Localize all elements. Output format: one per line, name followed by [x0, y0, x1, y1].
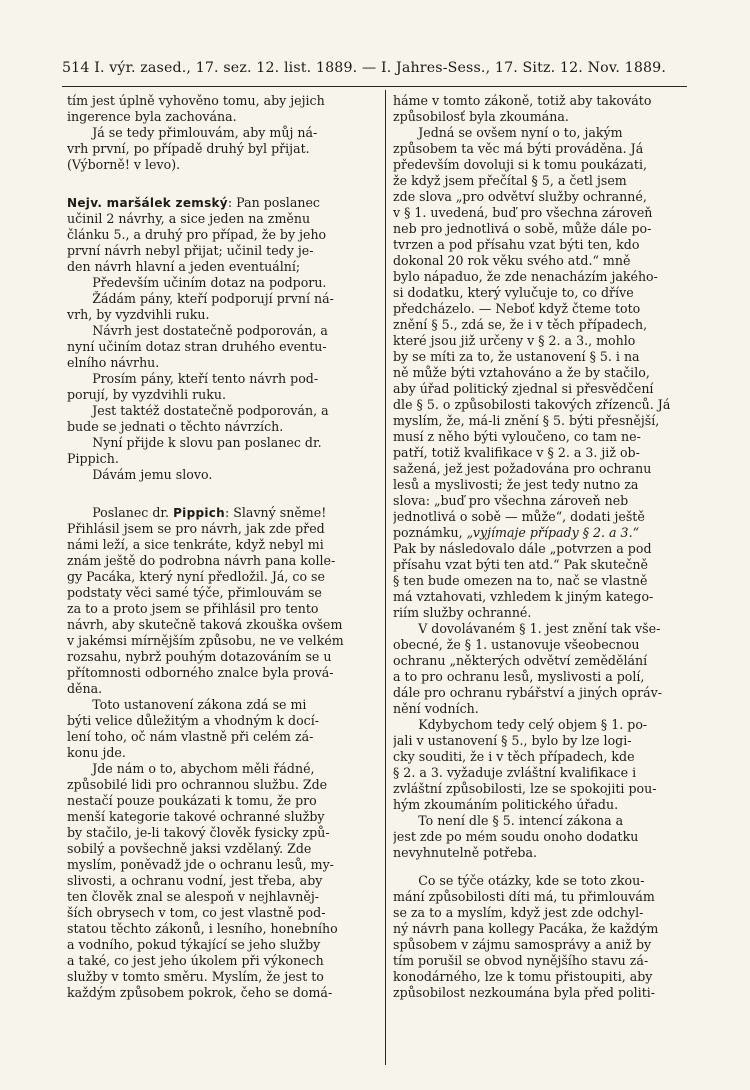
- line-text: Přihlásil jsem se pro návrh, jak zde před: [67, 521, 325, 536]
- line-text: slova: „buď pro všechna zároveň neb: [393, 493, 629, 508]
- text-line: [393, 477, 696, 493]
- line-text: především dovoluji si k tomu poukázati,: [393, 157, 647, 172]
- line-text: způsobilé lidi pro ochrannou službu. Zde: [67, 777, 328, 792]
- line-text: Poslanec dr.: [67, 505, 174, 520]
- text-line: [393, 445, 696, 461]
- text-line: [393, 381, 696, 397]
- text-line: [67, 505, 367, 521]
- line-text: ně může býti vztahováno a že by stačilo,: [393, 365, 650, 380]
- text-line: [393, 685, 696, 701]
- line-text: V dovolávaném § 1. jest znění tak vše-: [393, 621, 661, 636]
- text-line: [393, 509, 696, 525]
- text-line: [393, 365, 696, 381]
- line-text: Jest taktéž dostatečně podporován, a: [67, 403, 329, 418]
- line-text: přísahu vzat býti ten atd.“ Pak skutečně: [393, 557, 648, 572]
- text-line: [67, 403, 367, 419]
- line-text: způsobilost nezkoumána byla před politi-: [393, 985, 656, 1000]
- line-text: elního návrhu.: [67, 355, 160, 370]
- text-line: [67, 355, 367, 371]
- text-line: [393, 589, 696, 605]
- line-text: znám ještě do podrobna návrh pana kolle-: [67, 553, 336, 568]
- text-line: [393, 333, 696, 349]
- text-line: [67, 435, 367, 451]
- text-line: [67, 729, 367, 745]
- line-text: bylo nápaduo, že zde nenacházím jakého-: [393, 269, 658, 284]
- text-line: [67, 307, 367, 323]
- line-text: si dodatku, který vylučuje to, co dříve: [393, 285, 634, 300]
- line-text: (Výborně! v levo).: [67, 157, 181, 172]
- line-text: býti velice důležitým a vhodným k docí-: [67, 713, 320, 728]
- text-line: [67, 697, 367, 713]
- line-text: zde slova „pro odvětví služby ochranné,: [393, 189, 647, 204]
- text-line: [393, 349, 696, 365]
- line-text: Já se tedy přimlouvám, aby můj ná-: [67, 125, 318, 140]
- text-line: [393, 637, 696, 653]
- line-text: ingerence byla zachována.: [67, 109, 237, 124]
- line-text: ten člověk znal se alespoň v nejhlavněj-: [67, 889, 319, 904]
- text-line: [67, 157, 367, 173]
- paragraph-gap: [67, 173, 367, 195]
- line-text: riím služby ochranné.: [393, 605, 532, 620]
- line-text: v § 1. uvedená, buď pro všechna zároveň: [393, 205, 653, 220]
- speaker-name: Pippich: [173, 506, 226, 520]
- italic-text: „vyjímaje případy § 2. a 3.“: [466, 525, 640, 540]
- paragraph-gap: [393, 861, 696, 873]
- line-text: Pippich.: [67, 451, 119, 466]
- line-text: se za to a myslím, když jest zde odchyl-: [393, 905, 644, 920]
- line-text: Návrh jest dostatečně podporován, a: [67, 323, 328, 338]
- text-line: [393, 557, 696, 573]
- line-text: Dávám jemu slovo.: [67, 467, 213, 482]
- text-line: [393, 937, 696, 953]
- line-text: porují, by vyzdvihli ruku.: [67, 387, 227, 402]
- text-line: [393, 765, 696, 781]
- column-divider: [385, 90, 386, 1065]
- header-rule: [62, 86, 687, 87]
- text-line: [393, 953, 696, 969]
- text-line: [393, 781, 696, 797]
- line-text: způsobem ta věc má býti prováděna. Já: [393, 141, 644, 156]
- line-text: služby v tomto směru. Myslím, že jest to: [67, 969, 324, 984]
- line-text: učinil 2 návrhy, a sice jeden na změnu: [67, 211, 311, 226]
- text-line: [393, 205, 696, 221]
- text-line: [393, 493, 696, 509]
- line-text: způsobilosť byla zkoumána.: [393, 109, 569, 124]
- text-line: [393, 221, 696, 237]
- line-text: nění vodních.: [393, 701, 479, 716]
- text-line: [67, 419, 367, 435]
- text-line: [67, 777, 367, 793]
- right-column: [393, 93, 696, 1001]
- line-text: ochranu „některých odvětví zemědělání: [393, 653, 648, 668]
- text-line: [67, 291, 367, 307]
- text-line: [67, 713, 367, 729]
- line-text: § 2. a 3. vyžaduje zvláštní kvalifikace i: [393, 765, 637, 780]
- line-text: bude se jednati o těchto návrzích.: [67, 419, 284, 434]
- line-text: aby úřad politický zjednal si přesvědčení: [393, 381, 654, 396]
- line-text: vrh první, po případě druhý byl přijat.: [67, 141, 310, 156]
- paragraph-gap: [67, 483, 367, 505]
- text-line: [393, 653, 696, 669]
- text-line: [67, 227, 367, 243]
- text-line: [393, 889, 696, 905]
- text-line: [393, 749, 696, 765]
- text-line: [67, 125, 367, 141]
- line-text: lesů a myslivosti; že jest tedy nutno za: [393, 477, 639, 492]
- line-text: má vztahovati, vzhledem k jiným katego-: [393, 589, 654, 604]
- line-text: jest zde po mém soudu onoho dodatku: [393, 829, 639, 844]
- text-line: [393, 269, 696, 285]
- line-text: hým zkoumáním politického úřadu.: [393, 797, 619, 812]
- text-line: [67, 681, 367, 697]
- text-line: [67, 985, 367, 1001]
- line-text: ších obrysech v tom, co jest vlastně pod-: [67, 905, 326, 920]
- line-text: Především učiním dotaz na podporu.: [67, 275, 327, 290]
- text-line: [393, 173, 696, 189]
- text-line: [393, 829, 696, 845]
- line-text: háme v tomto zákoně, totiž aby takováto: [393, 93, 652, 108]
- text-line: [393, 461, 696, 477]
- line-text: dále pro ochranu rybářství a jiných opráv-: [393, 685, 662, 700]
- text-line: [393, 109, 696, 125]
- line-text: myslím, poněvadž jde o ochranu lesů, my-: [67, 857, 334, 872]
- text-line: [393, 237, 696, 253]
- text-line: [393, 873, 696, 889]
- line-text: menší kategorie takové ochranné služby: [67, 809, 325, 824]
- text-line: [393, 397, 696, 413]
- line-text: Pak by následovalo dále „potvrzen a pod: [393, 541, 652, 556]
- text-line: [67, 617, 367, 633]
- text-line: [67, 665, 367, 681]
- line-text: každým způsobem pokrok, čeho se domá-: [67, 985, 333, 1000]
- text-line: [67, 451, 367, 467]
- line-text: statou těchto zákonů, i lesního, honebního: [67, 921, 338, 936]
- text-line: [393, 301, 696, 317]
- text-line: [67, 793, 367, 809]
- text-line: [67, 521, 367, 537]
- text-line: [67, 537, 367, 553]
- line-text: vrh, by vyzdvihli ruku.: [67, 307, 210, 322]
- text-line: [67, 243, 367, 259]
- line-text: a to pro ochranu lesů, myslivosti a polí,: [393, 669, 645, 684]
- line-text: : Slavný sněme!: [225, 505, 327, 520]
- text-line: [67, 109, 367, 125]
- text-line: [67, 259, 367, 275]
- text-line: [393, 733, 696, 749]
- line-text: slivosti, a ochranu vodní, jest třeba, aby: [67, 873, 323, 888]
- text-line: [67, 937, 367, 953]
- line-text: poznámku,: [393, 525, 467, 540]
- text-line: [393, 317, 696, 333]
- line-text: tvrzen a pod přísahu vzat býti ten, kdo: [393, 237, 640, 252]
- text-line: [67, 969, 367, 985]
- text-line: [67, 339, 367, 355]
- line-text: To není dle § 5. intencí zákona a: [393, 813, 624, 828]
- line-text: tím jest úplně vyhověno tomu, aby jejich: [67, 93, 325, 108]
- text-line: [67, 761, 367, 777]
- text-line: [67, 921, 367, 937]
- text-line: [393, 413, 696, 429]
- line-text: Toto ustanovení zákona zdá se mi: [67, 697, 307, 712]
- line-text: lení toho, oč nám vlastně při celém zá-: [67, 729, 314, 744]
- page-header: 514 I. výr. zased., 17. sez. 12. list. 1889. — I. Jahres-Sess., 17. Sitz. 12. Nov. 1889.: [62, 60, 667, 76]
- line-text: by stačilo, je-li takový člověk fysicky způ-: [67, 825, 330, 840]
- text-line: [67, 93, 367, 109]
- line-text: Kdybychom tedy celý objem § 1. po-: [393, 717, 648, 732]
- line-text: Jedná se ovšem nyní o to, jakým: [393, 125, 623, 140]
- text-line: [393, 125, 696, 141]
- line-text: Co se týče otázky, kde se toto zkou-: [393, 873, 645, 888]
- line-text: zvláštní způsobilosti, lze se spokojiti pou-: [393, 781, 657, 796]
- line-text: děna.: [67, 681, 103, 696]
- line-text: den návrh hlavní a jeden eventuální;: [67, 259, 301, 274]
- text-line: [393, 621, 696, 637]
- text-line: [393, 525, 696, 541]
- line-text: že když jsem přečítal § 5, a četl jsem: [393, 173, 627, 188]
- text-line: [67, 841, 367, 857]
- line-text: § ten bude omezen na to, nač se vlastně: [393, 573, 648, 588]
- text-line: [393, 429, 696, 445]
- left-column: [67, 93, 367, 1001]
- line-text: sažená, jež jest požadována pro ochranu: [393, 461, 652, 476]
- text-line: [67, 953, 367, 969]
- line-text: by se míti za to, že ustanovení § 5. i na: [393, 349, 640, 364]
- line-text: : Pan poslanec: [227, 195, 320, 210]
- line-text: znění § 5., zdá se, že i v těch případech,: [393, 317, 648, 332]
- text-line: [393, 189, 696, 205]
- line-text: myslím, že, má-li znění § 5. býti přesnější,: [393, 413, 660, 428]
- text-line: [67, 323, 367, 339]
- text-line: [67, 857, 367, 873]
- text-line: [393, 905, 696, 921]
- line-text: a vodního, pokud týkající se jeho služby: [67, 937, 321, 952]
- text-line: [393, 541, 696, 557]
- line-text: konodárného, lze k tomu přistoupiti, aby: [393, 969, 653, 984]
- text-line: [393, 141, 696, 157]
- speaker-name: Nejv. maršálek zemský: [67, 196, 228, 210]
- line-text: ný návrh pana kollegy Pacáka, že každým: [393, 921, 659, 936]
- line-text: které jsou již určeny v § 2. a 3., mohlo: [393, 333, 636, 348]
- line-text: a také, co jest jeho úkolem při výkonech: [67, 953, 324, 968]
- line-text: námi leží, a sice tenkráte, když nebyl mi: [67, 537, 324, 552]
- line-text: podstaty věci samé týče, přimlouvám se: [67, 585, 322, 600]
- line-text: gy Pacáka, který nyní předložil. Já, co se: [67, 569, 325, 584]
- line-text: nyní učiním dotaz stran druhého eventu-: [67, 339, 327, 354]
- line-text: v jakémsi mírnějším způsobu, ne ve velkém: [67, 633, 344, 648]
- line-text: dokonal 20 rok věku svého atd.“ mně: [393, 253, 631, 268]
- text-line: [393, 157, 696, 173]
- text-line: [67, 141, 367, 157]
- line-text: nestačí pouze poukázati k tomu, že pro: [67, 793, 317, 808]
- text-line: [393, 797, 696, 813]
- text-line: [67, 275, 367, 291]
- line-text: tím porušil se obvod nynějšího stavu zá-: [393, 953, 649, 968]
- line-text: za to a proto jsem se přihlásil pro tento: [67, 601, 319, 616]
- text-line: [393, 985, 696, 1001]
- line-text: patří, totiž kvalifikace v § 2. a 3. již ob-: [393, 445, 640, 460]
- text-line: [67, 825, 367, 841]
- line-text: neb pro jednotlivá o sobě, může dále po-: [393, 221, 652, 236]
- text-line: [393, 845, 696, 861]
- text-line: [67, 649, 367, 665]
- line-text: předcházelo. — Neboť když čteme toto: [393, 301, 641, 316]
- text-line: [67, 601, 367, 617]
- text-line: [393, 285, 696, 301]
- text-line: [67, 633, 367, 649]
- line-text: jali v ustanovení § 5., bylo by lze logi-: [393, 733, 632, 748]
- line-text: přítomnosti odborného znalce byla prová-: [67, 665, 334, 680]
- line-text: konu jde.: [67, 745, 126, 760]
- line-text: článku 5., a druhý pro případ, že by jeho: [67, 227, 327, 242]
- line-text: spůsobem v zájmu samosprávy a aniž by: [393, 937, 652, 952]
- text-line: [393, 253, 696, 269]
- line-text: první návrh nebyl přijat; učinil tedy je-: [67, 243, 314, 258]
- text-line: [393, 921, 696, 937]
- text-line: [393, 717, 696, 733]
- line-text: Žádám pány, kteří podporují první ná-: [67, 291, 334, 306]
- text-line: [393, 701, 696, 717]
- text-line: [67, 371, 367, 387]
- text-line: [67, 905, 367, 921]
- line-text: sobilý a povšechně jaksi vzdělaný. Zde: [67, 841, 312, 856]
- line-text: jednotlivá o sobě — může“, dodati ještě: [393, 509, 645, 524]
- text-line: [393, 605, 696, 621]
- text-line: [393, 573, 696, 589]
- text-line: [67, 195, 367, 211]
- text-line: [393, 93, 696, 109]
- line-text: rozsahu, nybrž pouhým dotazováním se u: [67, 649, 332, 664]
- text-line: [393, 669, 696, 685]
- line-text: cky souditi, že i v těch případech, kde: [393, 749, 635, 764]
- text-line: [67, 387, 367, 403]
- text-line: [393, 813, 696, 829]
- text-line: [67, 889, 367, 905]
- text-line: [393, 969, 696, 985]
- text-line: [67, 873, 367, 889]
- text-line: [67, 585, 367, 601]
- line-text: nevyhnutelně potřeba.: [393, 845, 537, 860]
- text-line: [67, 211, 367, 227]
- line-text: Prosím pány, kteří tento návrh pod-: [67, 371, 319, 386]
- line-text: Nyní přijde k slovu pan poslanec dr.: [67, 435, 322, 450]
- text-line: [67, 569, 367, 585]
- line-text: návrh, aby skutečně taková zkouška ovšem: [67, 617, 343, 632]
- line-text: Jde nám o to, abychom měli řádné,: [67, 761, 315, 776]
- text-line: [67, 809, 367, 825]
- line-text: obecné, že § 1. ustanovuje všeobecnou: [393, 637, 640, 652]
- line-text: dle § 5. o způsobilosti takových zřízenců. Já: [393, 397, 671, 412]
- line-text: mání způsobilosti díti má, tu přimlouvám: [393, 889, 655, 904]
- text-line: [67, 745, 367, 761]
- text-line: [67, 553, 367, 569]
- text-line: [67, 467, 367, 483]
- line-text: musí z něho býti vyloučeno, co tam ne-: [393, 429, 641, 444]
